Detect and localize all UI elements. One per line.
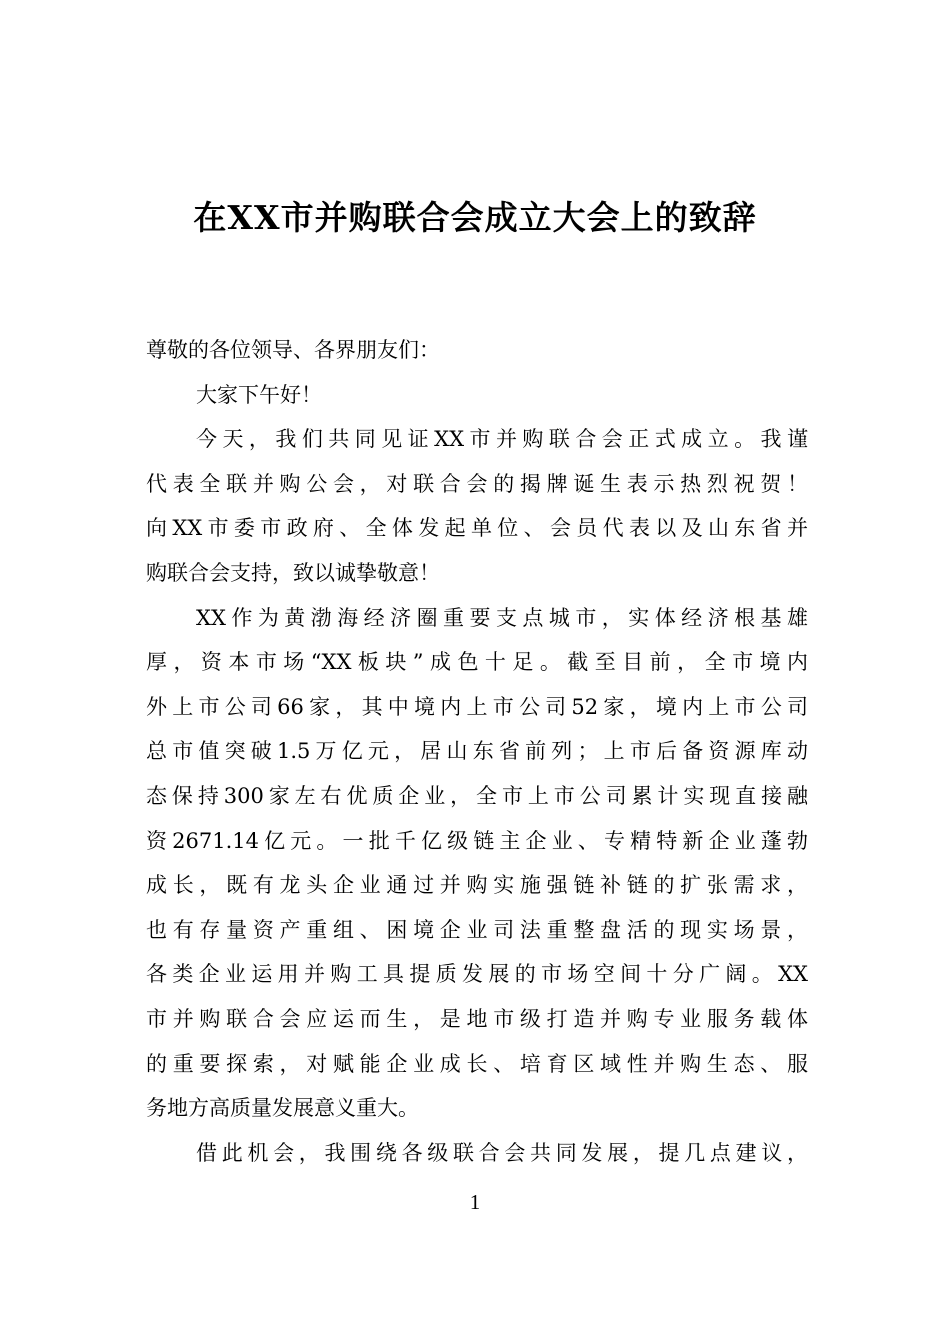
document-body <box>146 328 808 1175</box>
document-title: 在XX市并购联合会成立大会上的致辞 <box>193 198 757 237</box>
paragraph-line: XX作为黄渤海经济圈重要支点城市，实体经济根基雄 <box>196 605 808 630</box>
paragraph-line: 也有存量资产重组、困境企业司法重整盘活的现实场景， <box>146 917 808 942</box>
paragraph-line: 市并购联合会应运而生，是地市级打造并购专业服务载体 <box>146 1006 808 1031</box>
paragraph-line: 今天，我们共同见证XX市并购联合会正式成立。我谨 <box>196 427 808 452</box>
paragraph-line: 总市值突破1.5万亿元，居山东省前列；上市后备资源库动 <box>146 739 808 764</box>
paragraph-line: 借此机会，我围绕各级联合会共同发展，提几点建议， <box>196 1140 808 1165</box>
paragraph-line: 外上市公司66家，其中境内上市公司52家，境内上市公司 <box>146 694 808 719</box>
paragraph-line: 成长，既有龙头企业通过并购实施强链补链的扩张需求， <box>146 873 808 898</box>
paragraph-line: 务地方高质量发展意义重大。 <box>146 1096 419 1121</box>
salutation: 尊敬的各位领导、各界朋友们： <box>146 338 440 362</box>
paragraph-line: 态保持300家左右优质企业，全市上市公司累计实现直接融 <box>146 783 808 808</box>
paragraph-line: 厚，资本市场“XX板块”成色十足。截至目前，全市境内 <box>146 650 808 675</box>
paragraph-line: 的重要探索，对赋能企业成长、培育区域性并购生态、服 <box>146 1051 808 1076</box>
paragraph-line: 代表全联并购公会，对联合会的揭牌诞生表示热烈祝贺！ <box>146 471 808 496</box>
paragraph-line: 向XX市委市政府、全体发起单位、会员代表以及山东省并 <box>146 516 808 541</box>
paragraph-line: 资2671.14亿元。一批千亿级链主企业、专精特新企业蓬勃 <box>146 828 808 853</box>
paragraph-line: 各类企业运用并购工具提质发展的市场空间十分广阔。XX <box>146 962 808 987</box>
paragraph-line: 购联合会支持，致以诚挚敬意！ <box>146 560 440 585</box>
greeting: 大家下午好！ <box>196 382 322 407</box>
page-number: 1 <box>469 1190 481 1214</box>
